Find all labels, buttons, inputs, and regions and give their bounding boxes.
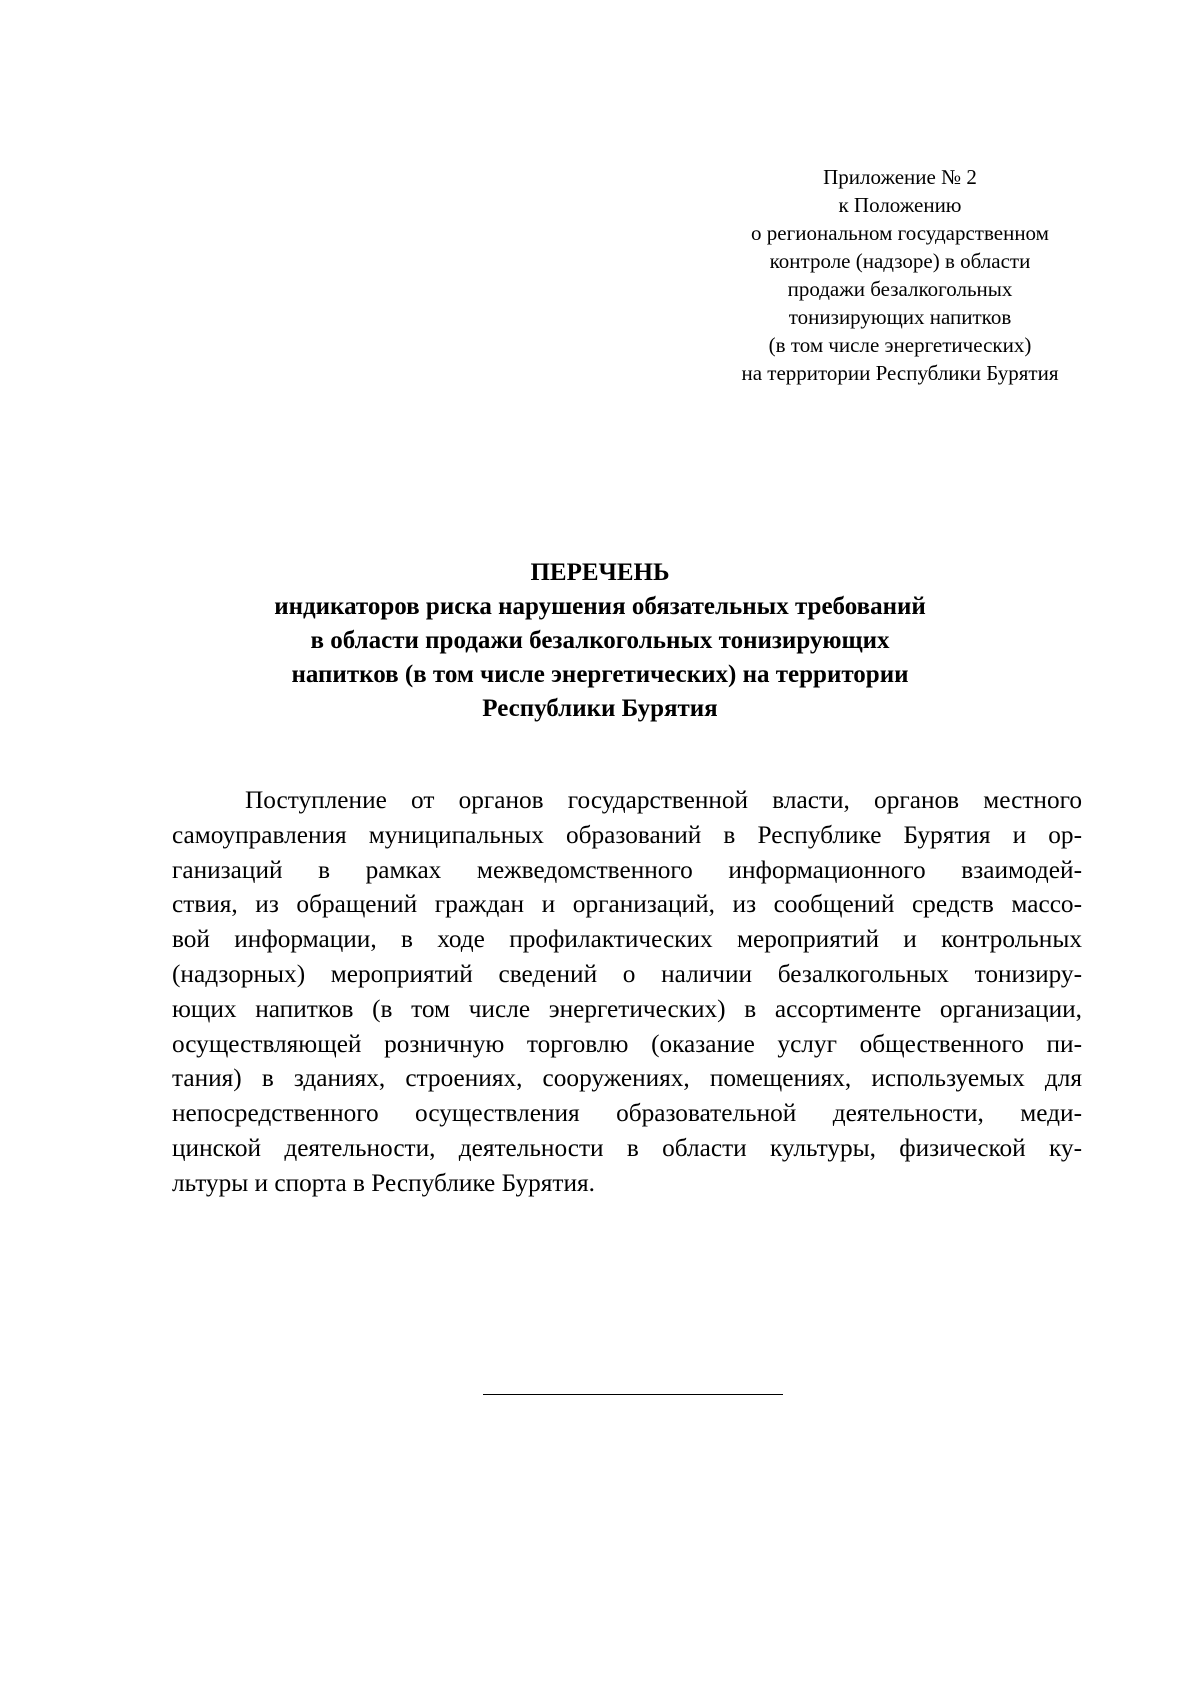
annex-header <box>700 163 1100 387</box>
body-paragraph <box>172 783 1082 1201</box>
title-heading: ПЕРЕЧЕНЬ <box>530 559 670 586</box>
annex-line: контроле (надзоре) в области <box>769 249 1031 273</box>
paragraph-line: вой информации, в ходе профилактических мероприятий и контрольных <box>172 925 1082 954</box>
paragraph-line: Поступление от органов государственной власти, органов местного <box>245 786 1082 814</box>
annex-line: продажи безалкогольных <box>787 277 1013 301</box>
paragraph-line: (надзорных) мероприятий сведений о наличии безалкогольных тонизиру- <box>172 959 1082 988</box>
paragraph-line: ствия, из обращений граждан и организаций, из сообщений средств массо- <box>172 890 1082 919</box>
end-divider <box>483 1394 783 1395</box>
paragraph-line: непосредственного осуществления образовательной деятельности, меди- <box>172 1099 1082 1128</box>
title-line: в области продажи безалкогольных тонизирующих <box>310 627 890 654</box>
title-line: Республики Бурятия <box>482 695 718 722</box>
paragraph-line: осуществляющей розничную торговлю (оказание услуг общественного пи- <box>172 1029 1082 1058</box>
paragraph-line: ганизаций в рамках межведомственного информационного взаимодей- <box>172 855 1082 884</box>
annex-line: Приложение № 2 <box>823 165 977 189</box>
paragraph-line: ющих напитков (в том числе энергетических) в ассортименте организации, <box>172 994 1082 1023</box>
title-line: напитков (в том числе энергетических) на территории <box>291 661 909 688</box>
annex-line: к Положению <box>838 193 962 217</box>
annex-line: на территории Республики Бурятия <box>741 361 1059 385</box>
title-line: индикаторов риска нарушения обязательных требований <box>274 593 926 620</box>
paragraph-line: самоуправления муниципальных образований в Республике Бурятия и ор- <box>172 820 1082 849</box>
paragraph-line: льтуры и спорта в Республике Бурятия. <box>172 1168 595 1197</box>
paragraph-line: тания) в зданиях, строениях, сооружениях, помещениях, используемых для <box>172 1064 1082 1093</box>
annex-line: о региональном государственном <box>751 221 1049 245</box>
document-title <box>180 556 1020 726</box>
annex-line: (в том числе энергетических) <box>768 333 1032 357</box>
paragraph-line: цинской деятельности, деятельности в области культуры, физической ку- <box>172 1133 1082 1162</box>
annex-line: тонизирующих напитков <box>788 305 1012 329</box>
